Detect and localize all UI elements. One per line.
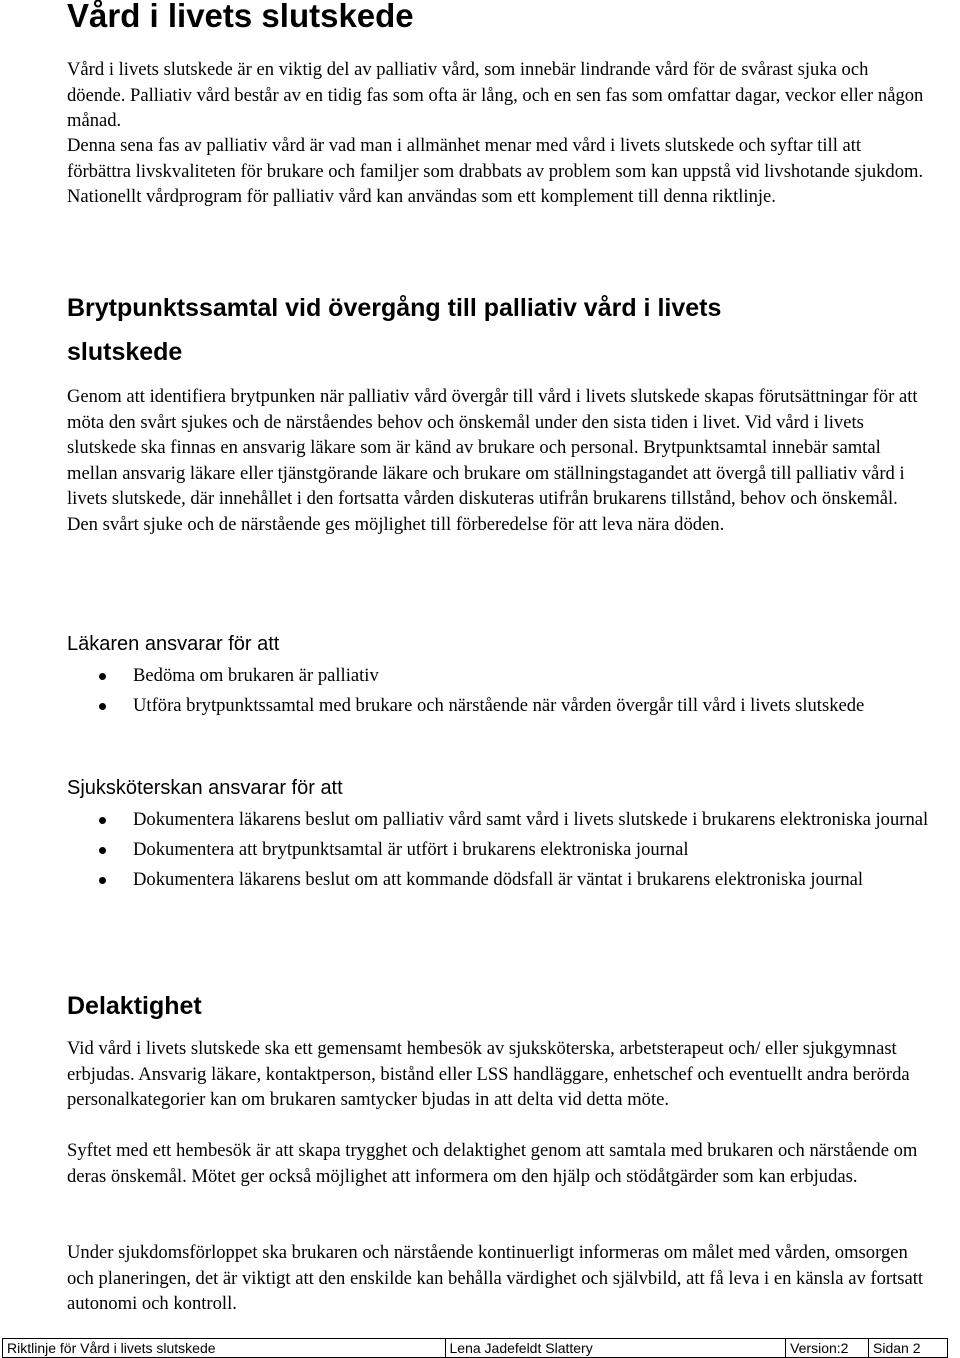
section-heading-brytpunkt: Brytpunktssamtal vid övergång till palliativ vård i livets slutskede	[67, 294, 722, 366]
bullet-icon	[99, 673, 106, 680]
sjukskoterskan-list	[67, 805, 929, 895]
list-item	[67, 691, 929, 721]
intro-paragraph-2: Denna sena fas av palliativ vård är vad man i allmänhet menar med vård i livets slutskede och syftar till att förbättra livskvaliteten för brukare och familjer som drabbats av problem som kan uppstå vid livshotande sjukdom. Nationellt vårdprogram för palliativ vård kan användas som ett komplement till denna riktlinje.	[67, 135, 924, 208]
section-heading-sjukskoterskan: Sjuksköterskan ansvarar för att	[67, 777, 343, 799]
bullet-icon	[99, 877, 106, 884]
bullet-icon	[99, 847, 106, 854]
list-item-text: Utföra brytpunktssamtal med brukare och närstående när vården övergår till vård i livets slutskede	[133, 695, 865, 716]
page-title: Vård i livets slutskede	[67, 0, 414, 34]
list-item-text: Dokumentera läkarens beslut om palliativ vård samt vård i livets slutskede i brukarens elektroniska journal	[133, 809, 929, 830]
list-item	[67, 661, 929, 691]
list-item	[67, 805, 929, 835]
intro-paragraph-1: Vård i livets slutskede är en viktig del av palliativ vård, som innebär lindrande vård för de svårast sjuka och döende. Palliativ vård består av en tidig fas som ofta är lång, och en sen fas som omfattar dagar, veckor eller någon månad.	[67, 59, 924, 132]
brytpunkt-paragraph: Genom att identifiera brytpunken när palliativ vård övergår till vård i livets slutskede skapas förutsättningar för att möta den svårt sjukes och de närståendes behov och önskemål under den sista tiden i livet. Vid vård i livets slutskede ska finnas en ansvarig läkare som är känd av brukare och personal. Brytpunktsamtal innebär samtal mellan ansvarig läkare eller tjänstgörande läkare och brukare om ställningstagandet att övergå till palliativ vård i livets slutskede, där innehållet i den fortsatta vården diskuteras utifrån brukarens tillstånd, behov och önskemål. Den svårt sjuke och de närstående ges möjlighet till förberedelse för att leva nära döden.	[67, 386, 918, 535]
section-heading-lakaren: Läkaren ansvarar för att	[67, 633, 280, 655]
list-item-text: Bedöma om brukaren är palliativ	[133, 665, 379, 686]
lakaren-list	[67, 661, 929, 721]
bullet-icon	[99, 817, 106, 824]
list-item-text: Dokumentera läkarens beslut om att kommande dödsfall är väntat i brukarens elektroniska journal	[133, 869, 864, 890]
list-item	[67, 865, 929, 895]
delaktighet-paragraph-1: Vid vård i livets slutskede ska ett gemensamt hembesök av sjuksköterska, arbetsterapeut och/ eller sjukgymnast erbjudas. Ansvarig läkare, kontaktperson, bistånd eller LSS handläggare, enhetschef och eventuellt andra berörda personalkategorier kan om brukaren samtycker bjudas in att delta vid detta möte.	[67, 1038, 910, 1111]
bullet-icon	[99, 703, 106, 710]
page-footer	[2, 1338, 948, 1358]
footer-author: Lena Jadefeldt Slattery	[445, 1339, 786, 1358]
footer-page-number: Sidan 2	[869, 1339, 948, 1358]
footer-version: Version:2	[786, 1339, 869, 1358]
section-heading-delaktighet: Delaktighet	[67, 992, 202, 1020]
list-item	[67, 835, 929, 865]
list-item-text: Dokumentera att brytpunktsamtal är utfört i brukarens elektroniska journal	[133, 839, 689, 860]
delaktighet-paragraph-3: Under sjukdomsförloppet ska brukaren och närstående kontinuerligt informeras om målet med vården, omsorgen och planeringen, det är viktigt att den enskilde kan behålla värdighet och självbild, att få leva i en känsla av fortsatt autonomi och kontroll.	[67, 1242, 924, 1315]
footer-document-title: Riktlinje för Vård i livets slutskede	[3, 1339, 446, 1358]
delaktighet-paragraph-2: Syftet med ett hembesök är att skapa trygghet och delaktighet genom att samtala med brukaren och närstående om deras önskemål. Mötet ger också möjlighet att informera om den hjälp och stödåtgärder som kan erbjudas.	[67, 1140, 918, 1187]
